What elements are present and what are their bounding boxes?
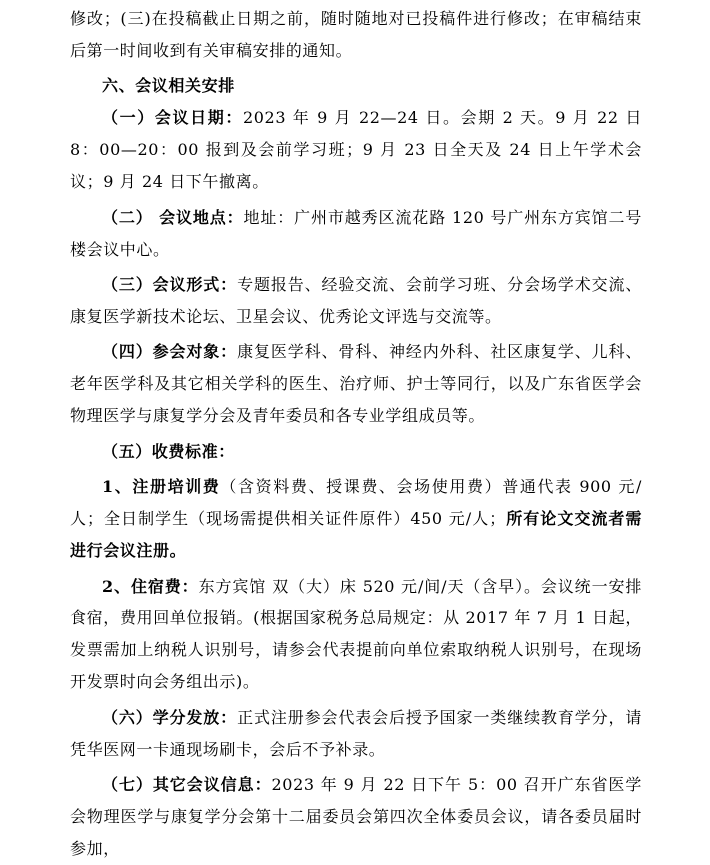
document-page: [70, 3, 642, 865]
fees-paragraph: [70, 436, 642, 468]
registration-fee-label: 1、注册培训费: [102, 477, 221, 497]
lodging-fee-label: 2、住宿费：: [102, 576, 199, 596]
meeting-date-text: 2023 年 9 月 22—24 日。会期 2 天。9 月 22 日 8：00—20：00 报到及会前学习班；9 月 23 日全天及 24 日上午学术会议；9 月 24 日下午撤离。: [70, 108, 642, 192]
meeting-venue-paragraph: [70, 202, 642, 266]
meeting-format-label: （三）会议形式：: [102, 275, 238, 295]
lodging-fee-text: 东方宾馆 双（大）床 520 元/间/天（含早）。会议统一安排食宿，费用回单位报销。(根据国家税务总局规定：从 2017 年 7 月 1 日起，发票需加上纳税人识别号，请参会代表提前向单位索取纳税人识别号，在现场开发票时向会务组出示)。: [70, 576, 643, 692]
participants-text: 康复医学科、骨科、神经内外科、社区康复学、儿科、老年医学科及其它相关学科的医生、治疗师、护士等同行，以及广东省医学会物理医学与康复学分会及青年委员和各专业学组成员等。: [70, 342, 642, 426]
fees-label: （五）收费标准：: [102, 441, 235, 461]
section-heading: [70, 70, 642, 102]
credits-text: 正式注册参会代表会后授予国家一类继续教育学分，请凭华医网一卡通现场刷卡，会后不予补录。: [70, 707, 642, 759]
lodging-fee-paragraph: [70, 571, 642, 699]
registration-fee-note: 所有论文交流者需进行会议注册。: [70, 509, 642, 561]
other-info-paragraph: [70, 769, 642, 865]
meeting-format-text: 专题报告、经验交流、会前学习班、分会场学术交流、康复医学新技术论坛、卫星会议、优秀论文评选与交流等。: [70, 275, 642, 326]
meeting-format-paragraph: [70, 269, 642, 333]
other-info-text: 2023 年 9 月 22 日下午 5：00 召开广东省医学会物理医学与康复学分会第十二届委员会第四次全体委员会议，请各委员届时参加，: [70, 775, 642, 858]
other-info-label: （七）其它会议信息：: [102, 775, 272, 795]
intro-continuation: [70, 3, 642, 67]
participants-paragraph: [70, 336, 642, 432]
credits-label: （六）学分发放：: [102, 707, 238, 727]
intro-continuation-text: 修改；(三)在投稿截止日期之前，随时随地对已投稿件进行修改；在审稿结束后第一时间收到有关审稿安排的通知。: [70, 9, 642, 60]
participants-label: （四）参会对象：: [102, 342, 238, 362]
meeting-venue-label: （二） 会议地点：: [102, 207, 244, 227]
registration-fee-text: （含资料费、授课费、会场使用费）普通代表 900 元/人；全日制学生（现场需提供相关证件原件）450 元/人；: [70, 477, 642, 529]
section-heading-text: 六、会议相关安排: [102, 76, 235, 96]
meeting-date-paragraph: [70, 102, 642, 198]
credits-paragraph: [70, 702, 642, 766]
meeting-date-label: （一）会议日期：: [102, 108, 243, 128]
registration-fee-paragraph: [70, 471, 642, 567]
meeting-venue-text: 地址：广州市越秀区流花路 120 号广州东方宾馆二号楼会议中心。: [70, 207, 642, 259]
